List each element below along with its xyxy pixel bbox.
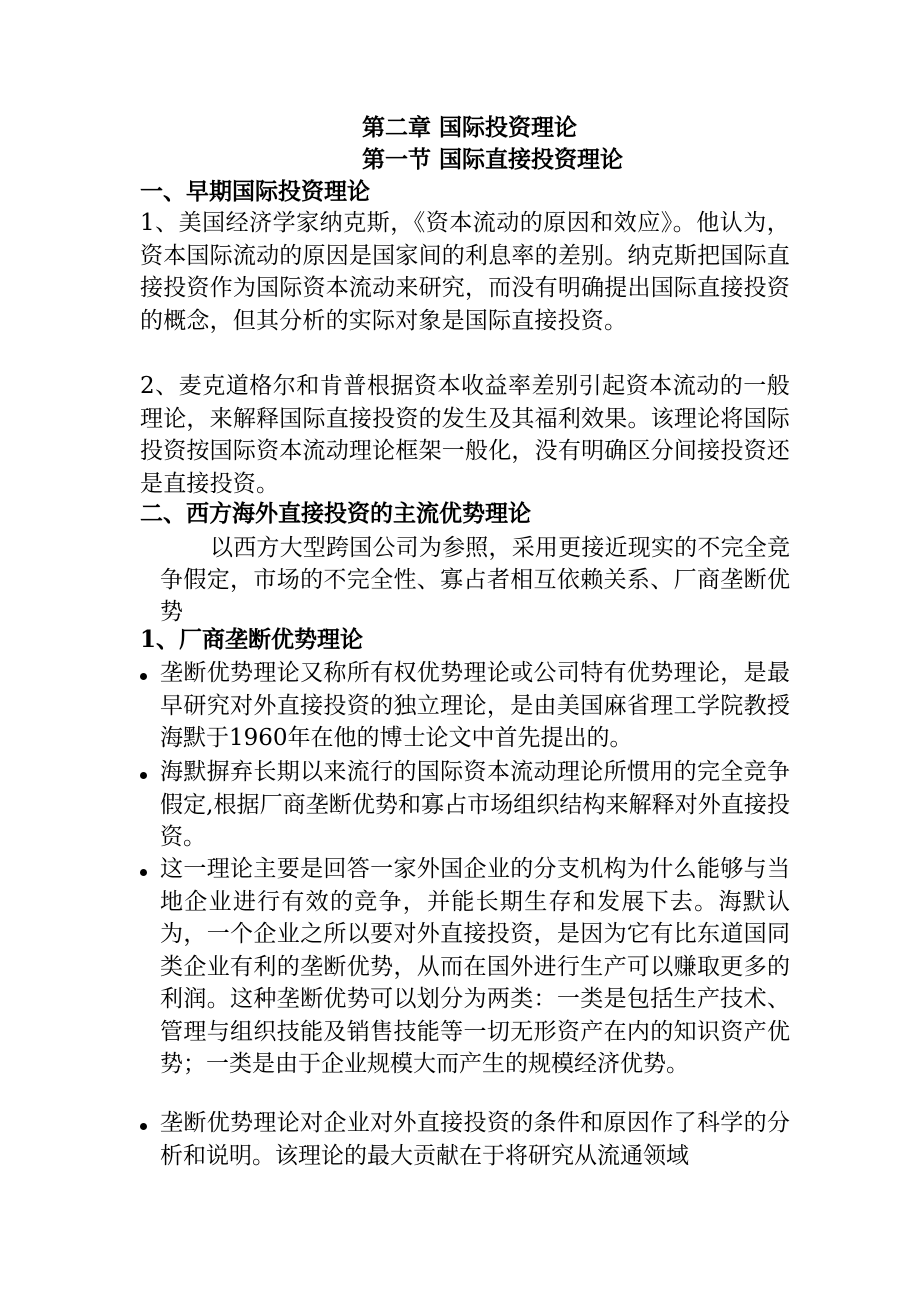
intro-paragraph: 以西方大型跨国公司为参照，采用更接近现实的不完全竞争假定，市场的不完全性、寡占者相互依赖关系、厂商垄断优势 — [160, 535, 790, 625]
heading-monopoly-advantage: 1、厂商垄断优势理论 — [140, 626, 364, 653]
chapter-title: 第二章 国际投资理论 — [362, 114, 578, 141]
list-item — [140, 1107, 790, 1172]
list-item-text: 海默摒弃长期以来流行的国际资本流动理论所惯用的完全竞争假定,根据厂商垄断优势和寡占市场组织结构来解释对外直接投资。 — [160, 759, 790, 850]
list-item — [140, 756, 790, 854]
bullet-icon — [140, 772, 147, 779]
paragraph-macdougall-kemp: 2、麦克道格尔和肯普根据资本收益率差别引起资本流动的一般理论，来解释国际直接投资的发生及其福利效果。该理论将国际投资按国际资本流动理论框架一般化，没有明确区分间接投资还是直接投资。 — [140, 373, 790, 497]
section-title: 第一节 国际直接投资理论 — [362, 146, 624, 173]
list-item — [140, 657, 790, 755]
heading-early-theories: 一、早期国际投资理论 — [140, 178, 370, 205]
list-item-text: 这一理论主要是回答一家外国企业的分支机构为什么能够与当地企业进行有效的竞争，并能长期生存和发展下去。海默认为，一个企业之所以要对外直接投资，是因为它有比东道国同类企业有利的垄断优势，从而在国外进行生产可以赚取更多的利润。这种垄断优势可以划分为两类：一类是包括生产技术、管理与组织技能及销售技能等一切无形资产在内的知识资产优势；一类是由于企业规模大而产生的规模经济优势。 — [160, 856, 790, 1077]
paragraph-nurkse: 1、美国经济学家纳克斯，《资本流动的原因和效应》。他认为，资本国际流动的原因是国家间的利息率的差别。纳克斯把国际直接投资作为国际资本流动来研究，而没有明确提出国际直接投资的概念，但其分析的实际对象是国际直接投资。 — [140, 210, 790, 334]
list-item-text: 垄断优势理论又称所有权优势理论或公司特有优势理论，是最早研究对外直接投资的独立理论，是由美国麻省理工学院教授海默于1960年在他的博士论文中首先提出的。 — [160, 660, 790, 751]
bullet-icon — [140, 1123, 147, 1130]
list-item-text: 垄断优势理论对企业对外直接投资的条件和原因作了科学的分析和说明。该理论的最大贡献在于将研究从流通领域 — [160, 1110, 790, 1169]
bullet-icon — [140, 673, 147, 680]
bullet-icon — [140, 869, 147, 876]
heading-mainstream-theories: 二、西方海外直接投资的主流优势理论 — [140, 500, 531, 527]
list-item — [140, 853, 790, 1081]
